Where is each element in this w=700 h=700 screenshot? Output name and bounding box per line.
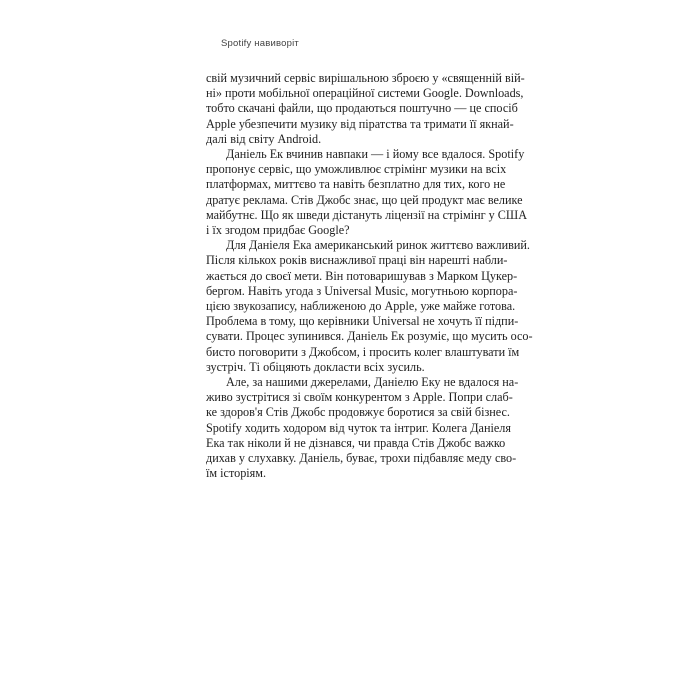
text-line: тобто скачані файли, що продаються поштучно — це спосіб — [206, 101, 518, 116]
text-line: ке здоров'я Стів Джобс продовжує боротися за свій бізнес. — [206, 405, 510, 420]
text-line: далі від світу Android. — [206, 131, 322, 146]
text-line: пропонує сервіс, що уможливлює стрімінг музики на всіх — [206, 162, 507, 177]
text-line: Проблема в тому, що керівники Universal не хочуть її підпи- — [206, 314, 519, 329]
text-line: зустріч. Ті обіцяють докласти всіх зусиль. — [206, 359, 425, 374]
text-line: дихав у слухавку. Даніель, буває, трохи підбавляє меду сво- — [206, 451, 517, 466]
text-line: свій музичний сервіс вирішальною зброєю у «священній вій- — [206, 71, 525, 85]
text-line: жається до своєї мети. Він потоваришував з Марком Цукер- — [206, 268, 518, 283]
text-line: Але, за нашими джерелами, Даніелю Еку не вдалося на- — [226, 375, 519, 390]
text-line: ні» проти мобільної операційної системи Google. Downloads, — [206, 86, 524, 101]
text-line: Apple убезпечити музику від піратства та тримати її якнай- — [206, 116, 514, 131]
text-line: їм історіям. — [206, 466, 267, 481]
paragraph-2 — [206, 147, 528, 238]
body-text — [206, 71, 533, 481]
text-line: бисто поговорити з Джобсом, і просить колег влаштувати їм — [206, 344, 520, 359]
text-line: бергом. Навіть угода з Universal Music, могутньою корпора- — [206, 283, 518, 298]
text-line: і їх згодом придбає Google? — [206, 223, 350, 238]
text-line: Після кількох років виснажливої праці він нарешті набли- — [206, 253, 508, 268]
text-line: Даніель Ек вчинив навпаки — і йому все вдалося. Spotify — [226, 147, 525, 162]
paragraph-3 — [206, 238, 533, 375]
text-line: майбутнє. Що як шведи дістануть ліцензії на стрімінг у США — [206, 207, 528, 222]
running-head: Spotify навиворіт — [221, 38, 299, 49]
text-line: цією звукозапису, наближеною до Apple, уже майже готова. — [206, 299, 516, 314]
paragraph-4 — [206, 375, 519, 481]
text-line: дратує реклама. Стів Джобс знає, що цей продукт має велике — [206, 192, 523, 207]
text-line: сувати. Процес зупинився. Даніель Ек розуміє, що мусить осо- — [206, 329, 533, 344]
text-line: платформах, миттєво та навіть безплатно для тих, кого не — [206, 177, 506, 192]
text-line: Ека так ніколи й не дізнався, чи правда Стів Джобс важко — [206, 435, 506, 450]
text-line: Для Даніеля Ека американський ринок життєво важливий. — [226, 238, 530, 253]
paragraph-1 — [206, 71, 525, 147]
text-line: живо зустрітися зі своїм конкурентом з Apple. Попри слаб- — [206, 390, 513, 405]
text-line: Spotify ходить ходором від чуток та інтриг. Колега Даніеля — [206, 420, 511, 435]
